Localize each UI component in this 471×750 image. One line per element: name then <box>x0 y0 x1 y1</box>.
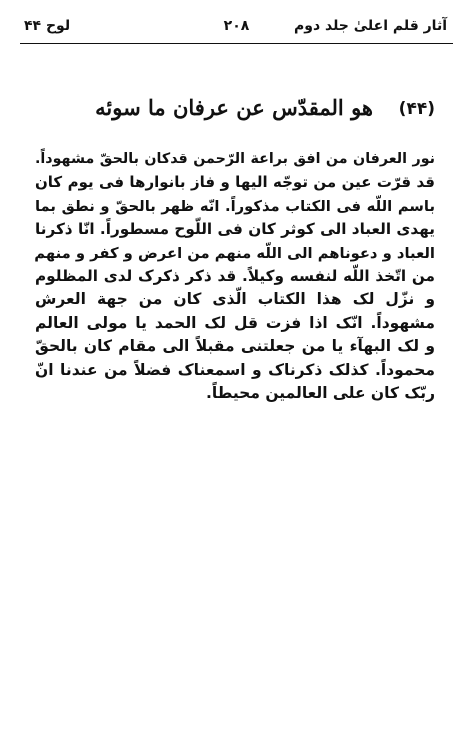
text-line: نور العرفان من افق براعة الرّحمن قدکان بالحقّ مشهوداً. <box>35 151 435 167</box>
text-line: محموداً. کذلک ذکرناک و اسمعناک فضلاً من عندنا انّ <box>35 360 435 379</box>
tablet-text <box>35 148 435 405</box>
running-header <box>20 10 453 40</box>
book-title: آثار قلم اعلیٰ جلد دوم <box>293 18 447 34</box>
text-line: باسم اللّه فی الکتاب مذکوراً. انّه ظهر بالحقّ و نطق بما <box>35 197 435 215</box>
text-line: و لک البهآء یا من جعلتنی مقبلاً الی مقام کان بالحقّ <box>35 337 435 356</box>
text-line: مشهوداً. انّک اذا فزت قل لک الحمد یا مولی العالم <box>35 313 435 332</box>
text-line: ربّک کان علی العالمین محیطاً. <box>206 383 435 402</box>
page-number: ۲۰۸ <box>223 18 250 34</box>
text-line: و نزّل لک هذا الکتاب الّذی کان من جهة العرش <box>35 290 435 309</box>
header-divider <box>20 43 453 44</box>
tablet-number: (۴۴) <box>398 99 435 119</box>
text-line: یهدی العباد الی کوثر کان فی اللّوح مسطوراً. انّا ذکرنا <box>35 220 435 239</box>
tablet-title: هو المقدّس عن عرفان ما سوئه <box>95 95 373 120</box>
text-line: قد قرّت عین من توجّه الیها و فاز بانوارها فی یوم کان <box>35 173 435 192</box>
text-line: العباد و دعوناهم الی اللّه منهم من اعرض و کفر و منهم <box>34 244 435 262</box>
text-line: من اتّخذ اللّه لنفسه وکیلاً. قد ذکر ذکرک لدی المظلوم <box>35 266 435 285</box>
tablet-heading <box>95 95 435 127</box>
tablet-reference: لوح ۴۴ <box>24 18 71 34</box>
